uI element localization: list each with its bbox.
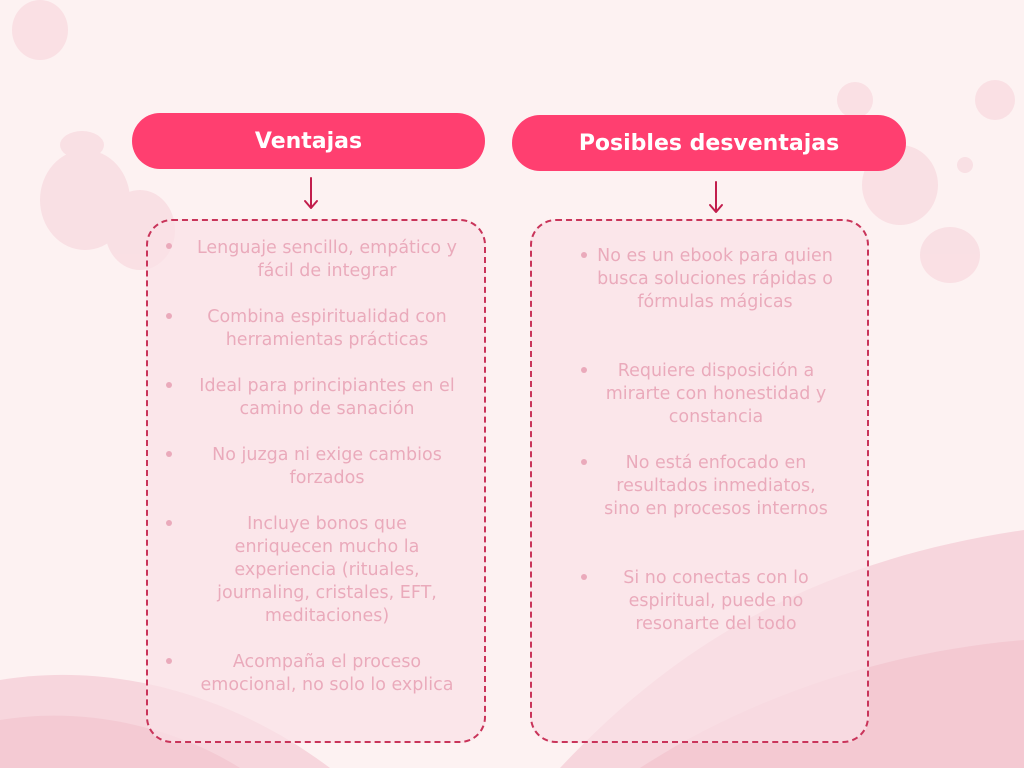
ventajas-header — [132, 113, 485, 169]
background-blob — [60, 131, 104, 159]
desventajas-title: Posibles desventajas — [578, 130, 840, 156]
background-blob — [920, 227, 980, 283]
ventajas-title: Ventajas — [254, 128, 363, 154]
background-blob — [957, 157, 973, 173]
desventajas-card — [530, 219, 869, 743]
background-blob — [67, 225, 83, 245]
background-blob — [837, 82, 873, 118]
arrow-down-icon — [302, 176, 320, 212]
arrow-down-icon — [707, 180, 725, 216]
ventajas-card — [146, 219, 486, 743]
desventajas-header — [512, 115, 906, 171]
background-blob — [975, 80, 1015, 120]
background-blob — [12, 0, 68, 60]
